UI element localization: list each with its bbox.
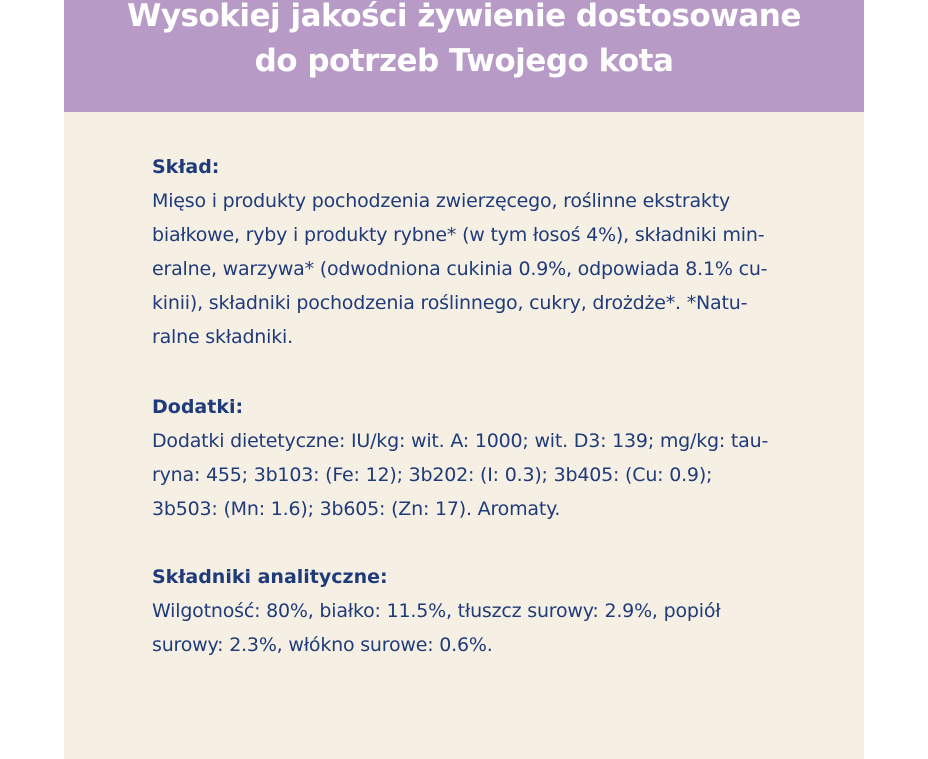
analytical-line: Wilgotność: 80%, białko: 11.5%, tłuszcz surowy: 2.9%, popiół — [152, 600, 721, 622]
analytical-heading: Składniki analityczne: — [152, 566, 388, 588]
composition-line: białkowe, ryby i produkty rybne* (w tym łosoś 4%), składniki min- — [152, 224, 765, 246]
composition-line: eralne, warzywa* (odwodniona cukinia 0.9%, odpowiada 8.1% cu- — [152, 258, 768, 280]
headline-line-2: do potrzeb Twojego kota — [254, 43, 674, 79]
composition-line: ralne składniki. — [152, 326, 293, 348]
additives-line: ryna: 455; 3b103: (Fe: 12); 3b202: (I: 0.3); 3b405: (Cu: 0.9); — [152, 464, 713, 486]
additives-section — [152, 390, 812, 526]
headline-line-1: Wysokiej jakości żywienie dostosowane — [127, 0, 801, 34]
composition-section — [152, 150, 812, 354]
composition-line: kinii), składniki pochodzenia roślinnego, cukry, drożdże*. *Natu- — [152, 292, 748, 314]
additives-line: 3b503: (Mn: 1.6); 3b605: (Zn: 17). Aromaty. — [152, 498, 561, 520]
analytical-line: surowy: 2.3%, włókno surowe: 0.6%. — [152, 634, 493, 656]
analytical-section — [152, 560, 812, 662]
product-info-panel — [64, 0, 864, 759]
composition-heading: Skład: — [152, 156, 220, 178]
composition-line: Mięso i produkty pochodzenia zwierzęcego, roślinne ekstrakty — [152, 190, 731, 212]
headline-banner — [64, 0, 864, 112]
additives-heading: Dodatki: — [152, 396, 244, 418]
additives-line: Dodatki dietetyczne: IU/kg: wit. A: 1000; wit. D3: 139; mg/kg: tau- — [152, 430, 769, 452]
